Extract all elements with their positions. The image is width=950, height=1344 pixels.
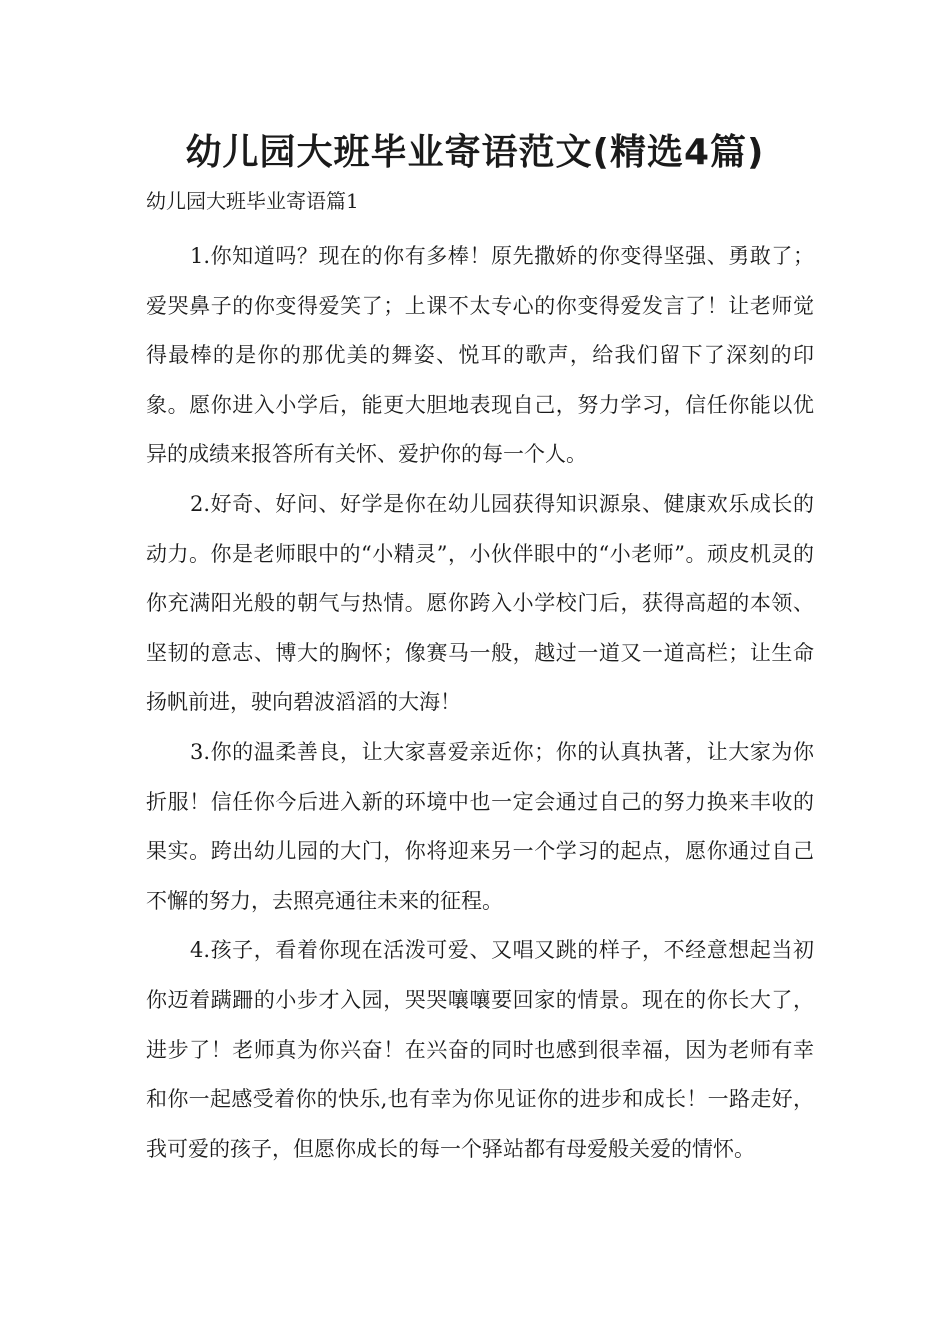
document-body <box>146 232 814 1174</box>
document-title: 幼儿园大班毕业寄语范文(精选4篇) <box>185 132 765 173</box>
section-heading: 幼儿园大班毕业寄语篇1 <box>146 189 359 213</box>
paragraph-3: 3.你的温柔善良，让大家喜爱亲近你；你的认真执著，让大家为你折服！信任你今后进入新的环境中也一定会通过自己的努力换来丰收的果实。跨出幼儿园的大门，你将迎来另一个学习的起点，愿你通过自己不懈的努力，去照亮通往未来的征程。 <box>146 739 814 913</box>
paragraph-2: 2.好奇、好问、好学是你在幼儿园获得知识源泉、健康欢乐成长的动力。你是老师眼中的“小精灵”，小伙伴眼中的“小老师”。顽皮机灵的你充满阳光般的朝气与热情。愿你跨入小学校门后，获得高超的本领、坚韧的意志、博大的胸怀；像赛马一般，越过一道又一道高栏；让生命扬帆前进，驶向碧波滔滔的大海！ <box>146 491 814 715</box>
paragraph-4: 4.孩子，看着你现在活泼可爱、又唱又跳的样子，不经意想起当初你迈着蹒跚的小步才入园，哭哭嚷嚷要回家的情景。现在的你长大了，进步了！老师真为你兴奋！在兴奋的同时也感到很幸福，因为老师有幸和你一起感受着你的快乐,也有幸为你见证你的进步和成长！一路走好，我可爱的孩子，但愿你成长的每一个驿站都有母爱般关爱的情怀。 <box>146 938 814 1161</box>
paragraph-1: 1.你知道吗？现在的你有多棒！原先撒娇的你变得坚强、勇敢了；爱哭鼻子的你变得爱笑了；上课不太专心的你变得爱发言了！让老师觉得最棒的是你的那优美的舞姿、悦耳的歌声，给我们留下了深刻的印象。愿你进入小学后，能更大胆地表现自己，努力学习，信任你能以优异的成绩来报答所有关怀、爱护你的每一个人。 <box>146 244 814 467</box>
